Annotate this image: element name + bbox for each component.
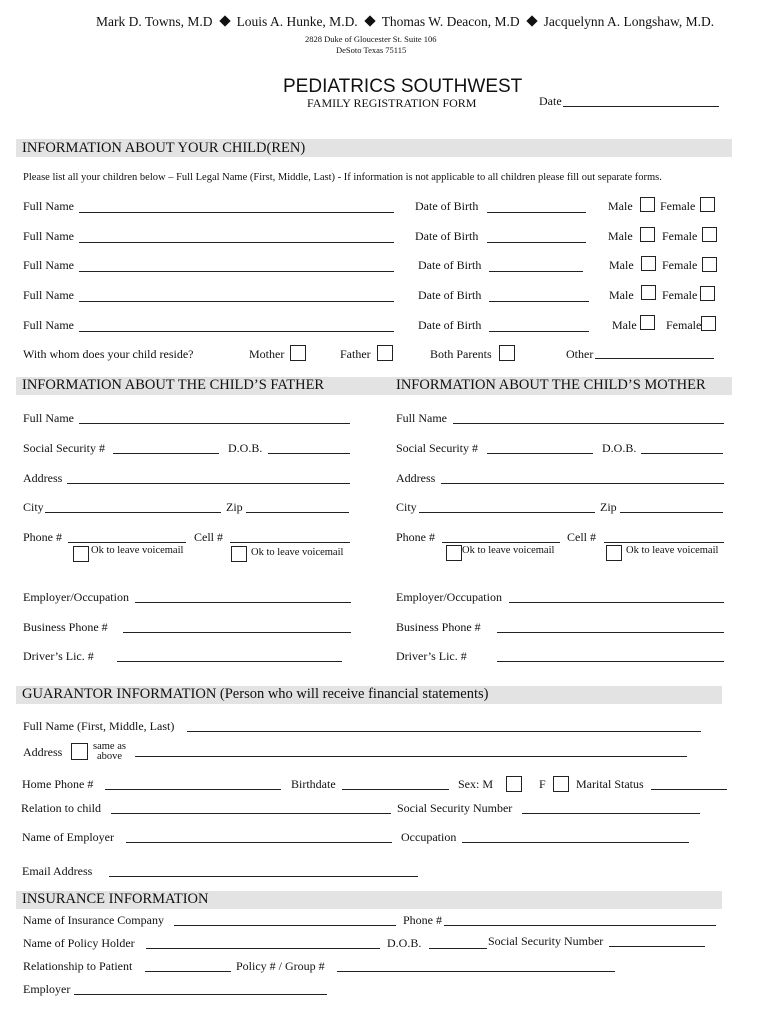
child-full-name-label: Full Name	[23, 318, 74, 332]
mother-employer-field[interactable]	[509, 602, 724, 603]
father-checkbox[interactable]	[377, 345, 393, 361]
mother-employer-label: Employer/Occupation	[396, 590, 502, 604]
father-license-field[interactable]	[117, 661, 342, 662]
address-line-2: DeSoto Texas 75115	[336, 45, 407, 55]
father-employer-field[interactable]	[135, 602, 351, 603]
doctor-name: Louis A. Hunke, M.D.	[236, 14, 358, 29]
insurance-company-field[interactable]	[174, 925, 396, 926]
child-female-checkbox[interactable]	[702, 257, 717, 272]
guarantor-sex-female-label: F	[539, 777, 546, 791]
mother-phone-label: Phone #	[396, 530, 435, 544]
father-phone-field[interactable]	[68, 542, 186, 543]
child-dob-label: Date of Birth	[418, 258, 482, 272]
guarantor-occupation-label: Occupation	[401, 830, 457, 844]
child-female-label: Female	[666, 318, 702, 332]
father-address-field[interactable]	[67, 483, 350, 484]
doctor-name: Mark D. Towns, M.D	[96, 14, 213, 29]
father-cell-field[interactable]	[230, 542, 350, 543]
diamond-icon	[526, 15, 537, 26]
insurance-phone-label: Phone #	[403, 913, 442, 927]
diamond-icon	[364, 15, 375, 26]
father-employer-label: Employer/Occupation	[23, 590, 129, 604]
guarantor-full-name-label: Full Name (First, Middle, Last)	[23, 719, 175, 733]
child-full-name-label: Full Name	[23, 288, 74, 302]
father-city-label: City	[23, 500, 44, 514]
mother-city-label: City	[396, 500, 417, 514]
form-title: FAMILY REGISTRATION FORM	[307, 96, 477, 110]
mother-license-label: Driver’s Lic. #	[396, 649, 467, 663]
child-dob-field[interactable]	[489, 331, 589, 332]
child-full-name-label: Full Name	[23, 229, 74, 243]
guarantor-sex-female-checkbox[interactable]	[553, 776, 569, 792]
policy-holder-field[interactable]	[146, 948, 380, 949]
guarantor-relation-field[interactable]	[111, 813, 391, 814]
insurance-company-label: Name of Insurance Company	[23, 913, 164, 927]
practice-name: PEDIATRICS SOUTHWEST	[283, 76, 523, 97]
guarantor-address-label: Address	[23, 745, 63, 759]
mother-address-label: Address	[396, 471, 436, 485]
child-male-label: Male	[608, 199, 633, 213]
mother-full-name-field[interactable]	[453, 423, 724, 424]
father-city-field[interactable]	[45, 512, 221, 513]
guarantor-birthdate-label: Birthdate	[291, 777, 336, 791]
child-dob-label: Date of Birth	[415, 199, 479, 213]
child-full-name-field[interactable]	[79, 331, 394, 332]
guarantor-same-as-above-checkbox[interactable]	[71, 743, 88, 760]
doctor-name: Thomas W. Deacon, M.D	[381, 14, 520, 29]
father-phone-voicemail-label: Ok to leave voicemail	[91, 545, 184, 556]
relationship-label: Relationship to Patient	[23, 959, 133, 973]
doctor-name: Jacquelynn A. Longshaw, M.D.	[543, 14, 715, 29]
guarantor-ssn-field[interactable]	[522, 813, 700, 814]
child-full-name-field[interactable]	[79, 301, 394, 302]
child-full-name-field[interactable]	[79, 271, 394, 272]
guarantor-full-name-field[interactable]	[187, 731, 701, 732]
father-license-label: Driver’s Lic. #	[23, 649, 94, 663]
guarantor-birthdate-field[interactable]	[342, 789, 449, 790]
mother-phone-field[interactable]	[442, 542, 560, 543]
guarantor-occupation-field[interactable]	[462, 842, 689, 843]
guarantor-email-field[interactable]	[109, 876, 418, 877]
both-parents-checkbox[interactable]	[499, 345, 515, 361]
mother-cell-label: Cell #	[567, 530, 596, 544]
father-address-label: Address	[23, 471, 63, 485]
relationship-field[interactable]	[145, 971, 231, 972]
policy-holder-dob-field[interactable]	[429, 948, 487, 949]
child-female-label: Female	[662, 288, 698, 302]
date-label: Date	[539, 94, 562, 108]
guarantor-ssn-label: Social Security Number	[397, 801, 513, 815]
child-full-name-label: Full Name	[23, 199, 74, 213]
child-male-checkbox[interactable]	[640, 315, 655, 330]
father-dob-label: D.O.B.	[228, 441, 263, 455]
guarantor-section-title: GUARANTOR INFORMATION (Person who will receive financial statements)	[22, 686, 489, 702]
mother-cell-field[interactable]	[604, 542, 724, 543]
child-female-label: Female	[662, 229, 698, 243]
mother-full-name-label: Full Name	[396, 411, 447, 425]
guarantor-marital-field[interactable]	[651, 789, 727, 790]
child-female-checkbox[interactable]	[702, 227, 717, 242]
father-zip-field[interactable]	[246, 512, 349, 513]
child-dob-field[interactable]	[487, 212, 586, 213]
other-option-label: Other	[566, 347, 594, 361]
father-phone-label: Phone #	[23, 530, 62, 544]
father-ssn-label: Social Security #	[23, 441, 105, 455]
same-as-label: same as	[93, 741, 126, 752]
guarantor-home-phone-label: Home Phone #	[22, 777, 94, 791]
guarantor-employer-label: Name of Employer	[22, 830, 114, 844]
policy-group-label: Policy # / Group #	[236, 959, 325, 973]
mother-business-phone-field[interactable]	[497, 632, 724, 633]
child-female-checkbox[interactable]	[701, 316, 716, 331]
child-male-label: Male	[609, 258, 634, 272]
guarantor-employer-field[interactable]	[126, 842, 392, 843]
insurance-employer-field[interactable]	[74, 994, 327, 995]
mother-city-field[interactable]	[419, 512, 595, 513]
mother-cell-voicemail-checkbox[interactable]	[606, 545, 622, 561]
child-male-checkbox[interactable]	[641, 285, 656, 300]
mother-zip-field[interactable]	[620, 512, 723, 513]
child-male-checkbox[interactable]	[640, 227, 655, 242]
father-section-title: INFORMATION ABOUT THE CHILD’S FATHER	[22, 377, 325, 393]
father-phone-voicemail-checkbox[interactable]	[73, 546, 89, 562]
mother-phone-voicemail-label: Ok to leave voicemail	[462, 545, 555, 556]
child-full-name-label: Full Name	[23, 258, 74, 272]
child-male-label: Male	[612, 318, 637, 332]
father-full-name-label: Full Name	[23, 411, 74, 425]
father-zip-label: Zip	[226, 500, 243, 514]
guarantor-relation-label: Relation to child	[21, 801, 101, 815]
children-section-title: INFORMATION ABOUT YOUR CHILD(REN)	[22, 140, 306, 156]
policy-holder-label: Name of Policy Holder	[23, 936, 135, 950]
child-dob-field[interactable]	[487, 242, 586, 243]
mother-dob-field[interactable]	[641, 453, 723, 454]
mother-address-field[interactable]	[441, 483, 724, 484]
mother-license-field[interactable]	[497, 661, 724, 662]
mother-option-label: Mother	[249, 347, 285, 361]
guarantor-email-label: Email Address	[22, 864, 93, 878]
child-male-checkbox[interactable]	[641, 256, 656, 271]
date-field[interactable]	[563, 106, 719, 107]
father-cell-voicemail-label: Ok to leave voicemail	[251, 547, 344, 558]
guarantor-address-field[interactable]	[135, 756, 687, 757]
child-male-checkbox[interactable]	[640, 197, 655, 212]
father-dob-field[interactable]	[268, 453, 350, 454]
father-cell-voicemail-checkbox[interactable]	[231, 546, 247, 562]
mother-dob-label: D.O.B.	[602, 441, 637, 455]
father-cell-label: Cell #	[194, 530, 223, 544]
father-business-phone-field[interactable]	[123, 632, 351, 633]
guarantor-home-phone-field[interactable]	[105, 789, 281, 790]
mother-ssn-field[interactable]	[487, 453, 593, 454]
policy-holder-ssn-label: Social Security Number	[488, 934, 604, 948]
insurance-section-title: INSURANCE INFORMATION	[22, 891, 209, 907]
policy-group-field[interactable]	[337, 971, 615, 972]
other-field[interactable]	[595, 358, 714, 359]
child-female-checkbox[interactable]	[700, 286, 715, 301]
father-business-phone-label: Business Phone #	[23, 620, 108, 634]
father-option-label: Father	[340, 347, 371, 361]
address-line-1: 2828 Duke of Gloucester St. Suite 106	[305, 34, 437, 44]
child-female-label: Female	[662, 258, 698, 272]
guarantor-marital-label: Marital Status	[576, 777, 644, 791]
mother-zip-label: Zip	[600, 500, 617, 514]
father-full-name-field[interactable]	[79, 423, 350, 424]
reside-label: With whom does your child reside?	[23, 347, 194, 361]
child-dob-label: Date of Birth	[415, 229, 479, 243]
mother-phone-voicemail-checkbox[interactable]	[446, 545, 462, 561]
child-female-checkbox[interactable]	[700, 197, 715, 212]
above-label: above	[97, 751, 123, 762]
policy-holder-ssn-field[interactable]	[609, 946, 705, 947]
mother-business-phone-label: Business Phone #	[396, 620, 481, 634]
guarantor-sex-male-checkbox[interactable]	[506, 776, 522, 792]
mother-checkbox[interactable]	[290, 345, 306, 361]
child-female-label: Female	[660, 199, 696, 213]
child-dob-field[interactable]	[489, 271, 583, 272]
child-full-name-field[interactable]	[79, 212, 394, 213]
child-male-label: Male	[608, 229, 633, 243]
both-parents-option-label: Both Parents	[430, 347, 492, 361]
guarantor-sex-label: Sex: M	[458, 777, 494, 791]
father-ssn-field[interactable]	[113, 453, 219, 454]
mother-cell-voicemail-label: Ok to leave voicemail	[626, 545, 719, 556]
child-male-label: Male	[609, 288, 634, 302]
child-dob-label: Date of Birth	[418, 318, 482, 332]
child-full-name-field[interactable]	[79, 242, 394, 243]
child-dob-field[interactable]	[489, 301, 589, 302]
insurance-employer-label: Employer	[23, 982, 71, 996]
mother-section-title: INFORMATION ABOUT THE CHILD’S MOTHER	[396, 377, 706, 393]
insurance-phone-field[interactable]	[444, 925, 716, 926]
doctor-list	[96, 14, 714, 30]
mother-ssn-label: Social Security #	[396, 441, 478, 455]
diamond-icon	[219, 15, 230, 26]
children-instruction: Please list all your children below – Full Legal Name (First, Middle, Last) - If information is not applicable to all children please fill out separate forms.	[23, 172, 662, 183]
child-dob-label: Date of Birth	[418, 288, 482, 302]
policy-holder-dob-label: D.O.B.	[387, 936, 422, 950]
